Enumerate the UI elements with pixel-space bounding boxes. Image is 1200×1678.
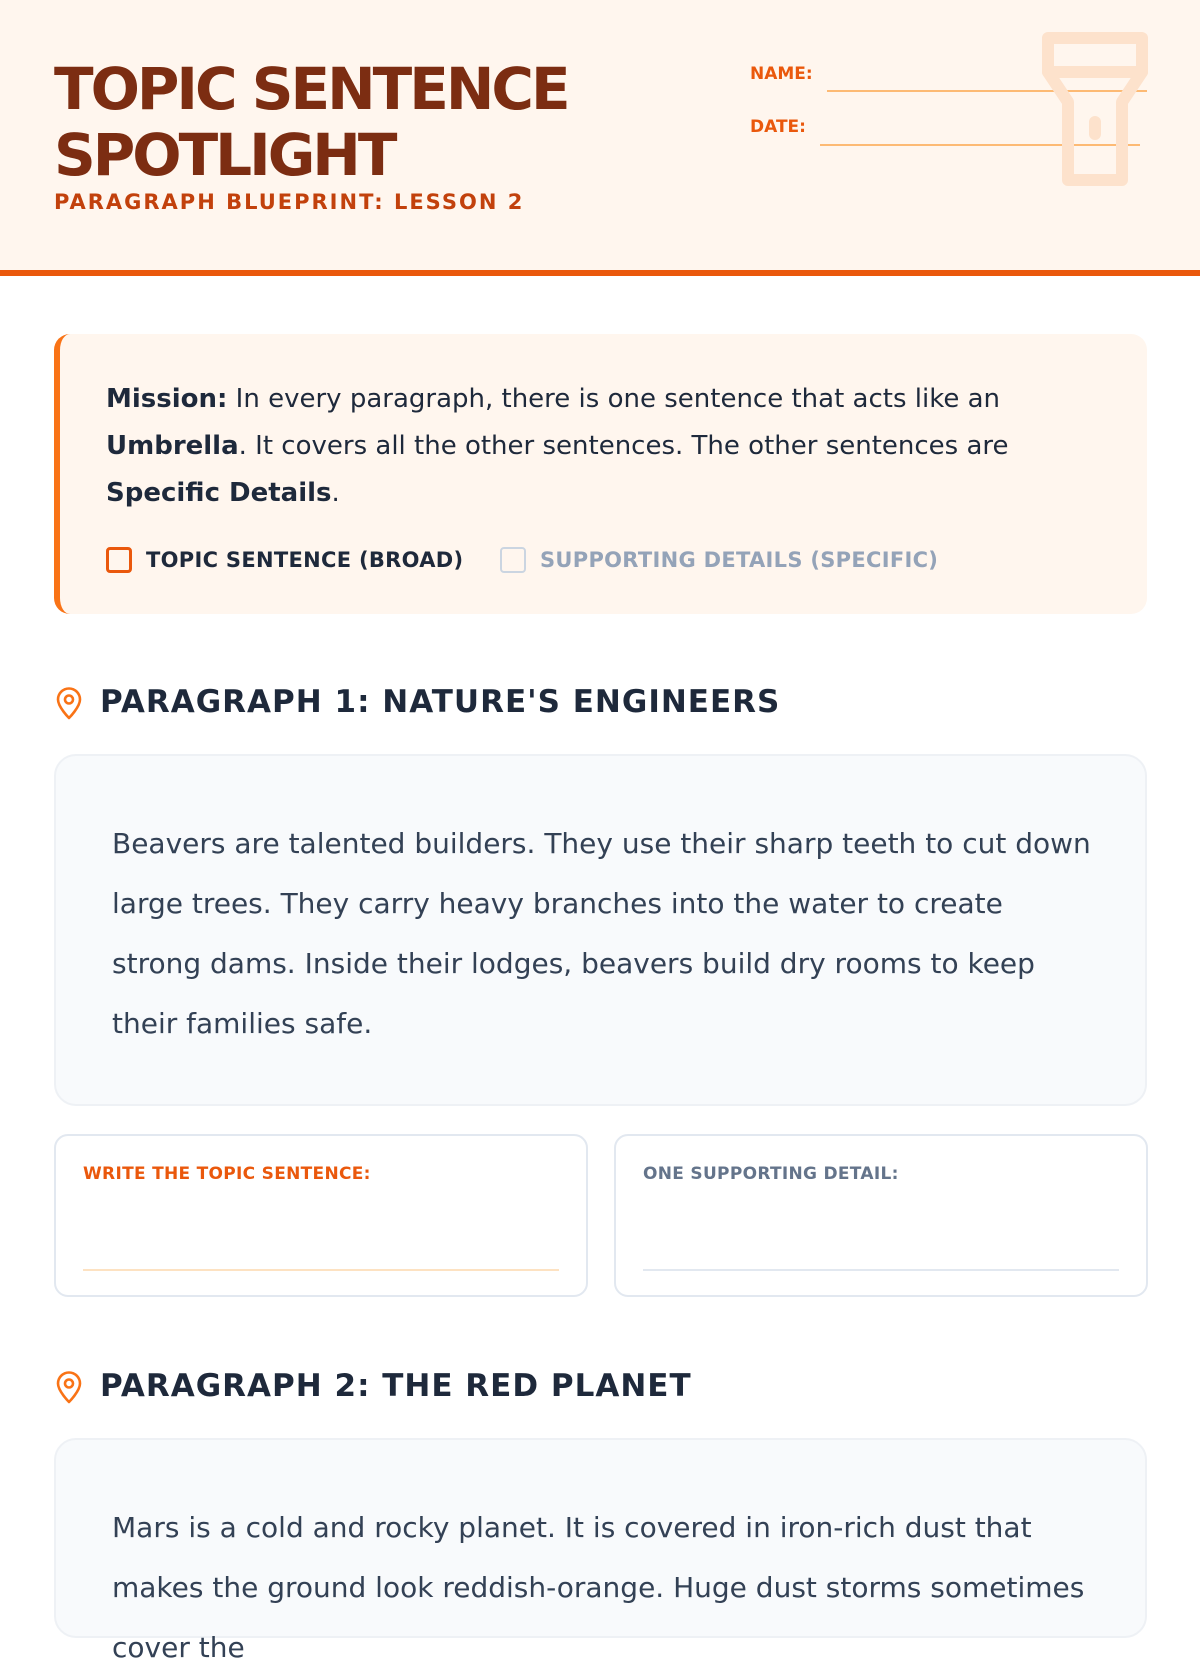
- mission-lead: Mission:: [106, 384, 228, 414]
- passage-text-paragraph-1[interactable]: Beavers are talented builders. They use their sharp teeth to cut down large trees. They carry heavy branches into the water to create strong dams. Inside their lodges, beavers build dry rooms to keep their families safe.: [112, 827, 1091, 1040]
- passage-text-paragraph-2[interactable]: Mars is a cold and rocky planet. It is covered in iron-rich dust that makes the ground look reddish-orange. Huge dust storms sometimes cover the: [112, 1511, 1085, 1664]
- legend-topic-label: TOPIC SENTENCE (BROAD): [146, 548, 464, 572]
- supporting-detail-answer-box[interactable]: [614, 1134, 1148, 1297]
- map-pin-icon: [54, 1371, 84, 1405]
- supporting-detail-answer-line[interactable]: [643, 1269, 1119, 1271]
- section-heading-paragraph-2: PARAGRAPH 2: THE RED PLANET: [100, 1368, 692, 1404]
- mission-text-part: . It covers all the other sentences. The other sentences are: [238, 431, 1009, 461]
- legend-details-label: SUPPORTING DETAILS (SPECIFIC): [540, 548, 939, 572]
- topic-sentence-answer-line[interactable]: [83, 1269, 559, 1271]
- section-heading-paragraph-1: PARAGRAPH 1: NATURE'S ENGINEERS: [100, 684, 781, 720]
- mission-callout: [54, 334, 1147, 614]
- legend-supporting-details[interactable]: [500, 545, 938, 575]
- specific-details-term: Specific Details: [106, 478, 332, 508]
- legend-topic-sentence[interactable]: [106, 545, 463, 575]
- flashlight-icon: [1040, 30, 1150, 190]
- umbrella-term: Umbrella: [106, 431, 239, 461]
- worksheet-header: [0, 0, 1200, 276]
- passage-card-paragraph-1: [54, 754, 1147, 1106]
- topic-sentence-answer-box[interactable]: [54, 1134, 588, 1297]
- page-subtitle: PARAGRAPH BLUEPRINT: LESSON 2: [54, 190, 525, 214]
- topic-sentence-checkbox[interactable]: [106, 547, 132, 573]
- passage-card-paragraph-2: [54, 1438, 1147, 1664]
- mission-text-part: .: [331, 478, 340, 508]
- topic-sentence-answer-label: WRITE THE TOPIC SENTENCE:: [83, 1164, 371, 1184]
- supporting-details-checkbox[interactable]: [500, 547, 526, 573]
- date-label: DATE:: [750, 117, 806, 137]
- name-label: NAME:: [750, 64, 813, 84]
- supporting-detail-answer-label: ONE SUPPORTING DETAIL:: [643, 1164, 899, 1184]
- map-pin-icon: [54, 687, 84, 721]
- mission-text: [106, 376, 1066, 517]
- page-title: TOPIC SENTENCE SPOTLIGHT: [54, 55, 568, 189]
- mission-text-part: In every paragraph, there is one sentence that acts like an: [227, 384, 1001, 414]
